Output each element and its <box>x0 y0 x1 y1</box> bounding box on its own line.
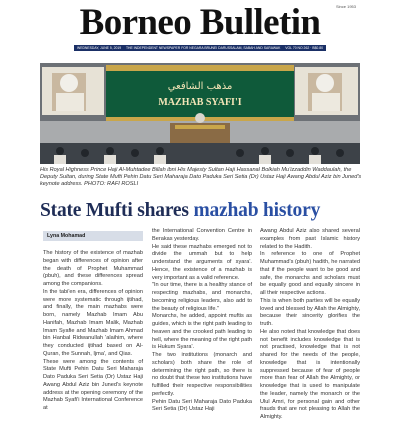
dateline-tagline: THE INDEPENDENT NEWSPAPER FOR NEGARA BRUNEI DARUSSALAM, SABAH AND SARAWAK <box>125 46 281 50</box>
dateline-bar <box>74 45 326 51</box>
paragraph: Pehin Datu Seri Maharaja Dato Paduka Seri Setia (Dr) Ustaz Haji <box>152 398 252 413</box>
paragraph: the International Convention Centre in Berakas yesterday. <box>152 228 252 242</box>
paragraph: Monarchs, he added, appoint muftis as guides, which is the right path leading to heaven and the crooked path leading to hell, where the meaning of the right path is Hukum Syara'. <box>152 313 252 351</box>
paragraph: Awang Abdul Aziz also shared several examples from past Islamic history related to the Hadith. <box>260 228 360 250</box>
byline: Lyna Mohamad <box>43 231 143 241</box>
paragraph: In the tabi'en era, differences of opinion were more systematic through ijtihad, and finally, the main mazhabs were born, namely Mazhab Imam Abu Hanifah, Mazhab Imam Malik, Mazhab Imam Syafie and Mazhab Imam Ahmad bin Hanbal Ridwanullah 'alaihim, where they conducted ijtihad based on Al-Quran, the Sunnah, Ijma', and Qias. <box>43 288 143 357</box>
paragraph: In reference to one of Prophet Muhammad's (pbuh) hadith, he narrated that if the people want to be good and safe, the monarchs and scholars must be equally good and equally sincere in all their respective actions. <box>260 251 360 296</box>
newspaper-title: Borneo Bulletin <box>79 2 321 43</box>
since-label: Since 1953 <box>335 4 356 9</box>
dateline-issue: VOL 70 NO 262 · B$0.80 <box>285 46 323 50</box>
main-photo <box>40 63 360 164</box>
paragraph: "In our time, there is a healthy stance of respecting mazhabs, and monarchs, becoming religious leaders, also add to the beauty of religious life." <box>152 282 252 312</box>
article-headline <box>40 200 370 222</box>
paragraph: This is when both parties will be equally loved and blessed by Allah the Almighty, because their sincerity glorifies the truth. <box>260 297 360 327</box>
headline-part2: mazhab history <box>193 200 321 221</box>
paragraph: These were among the contents of State Mufti Pehin Datu Seri Maharaja Dato Paduka Seri Setia (Dr) Ustaz Haji Awang Abdul Aziz bin Juned's keynote address at the opening ceremony of the Mazhab Syafi'i International Conference at <box>43 358 143 411</box>
banner-title-text: MAZHAB SYAFI'I <box>158 97 242 108</box>
photo-caption: His Royal Highness Prince Haji Al-Muhtadee Billah ibni His Majesty Sultan Haji Hassanal Bolkiah Mu'izzaddin Waddaulah, the Deputy Sultan, during State Mufti Pehin Datu Seri Maharaja Dato Paduka Seri Setia (Dr) Ustaz Haji Awang Abdul Aziz bin Juned's keynote address. PHOTO: RAFI ROSLI <box>40 167 362 188</box>
article-column-1 <box>43 250 143 413</box>
paragraph: The history of the existence of mazhab began with differences of opinion after the death of Prophet Muhammad (pbuh), and these differences spread among the companions. <box>43 250 143 287</box>
article-column-3 <box>260 228 360 422</box>
conference-stage-illustration <box>40 63 360 164</box>
headline-part1: State Mufti shares <box>40 200 194 221</box>
article-column-2 <box>152 228 252 414</box>
banner-arabic-text: مذهب الشافعي <box>167 81 233 92</box>
paragraph: The two institutions (monarch and scholars) both share the role of determining the right path, so there is no doubt that these two institutions have fulfilled their respective responsibilities perfectly. <box>152 352 252 397</box>
paragraph: He also noted that knowledge that does not benefit includes knowledge that is not practised, knowledge that is not shared for the needs of the people, knowledge that is intentionally suppressed because of fear of people more than fear of Allah the Almighty, or knowledge that is used to manipulate the leader, namely the monarch or the Ulul Amri, for personal gain and other frauds that are not pleasing to Allah the Almighty. <box>260 328 360 420</box>
dateline-date: WEDNESDAY, JUNE 5, 2019 <box>77 46 122 50</box>
paragraph: He said these mazhabs emerged not to divide the ummah but to help understand the arguments of syara'. Hence, the existence of a mazhab is very important as a valid reference. <box>152 243 252 281</box>
masthead <box>0 0 400 50</box>
